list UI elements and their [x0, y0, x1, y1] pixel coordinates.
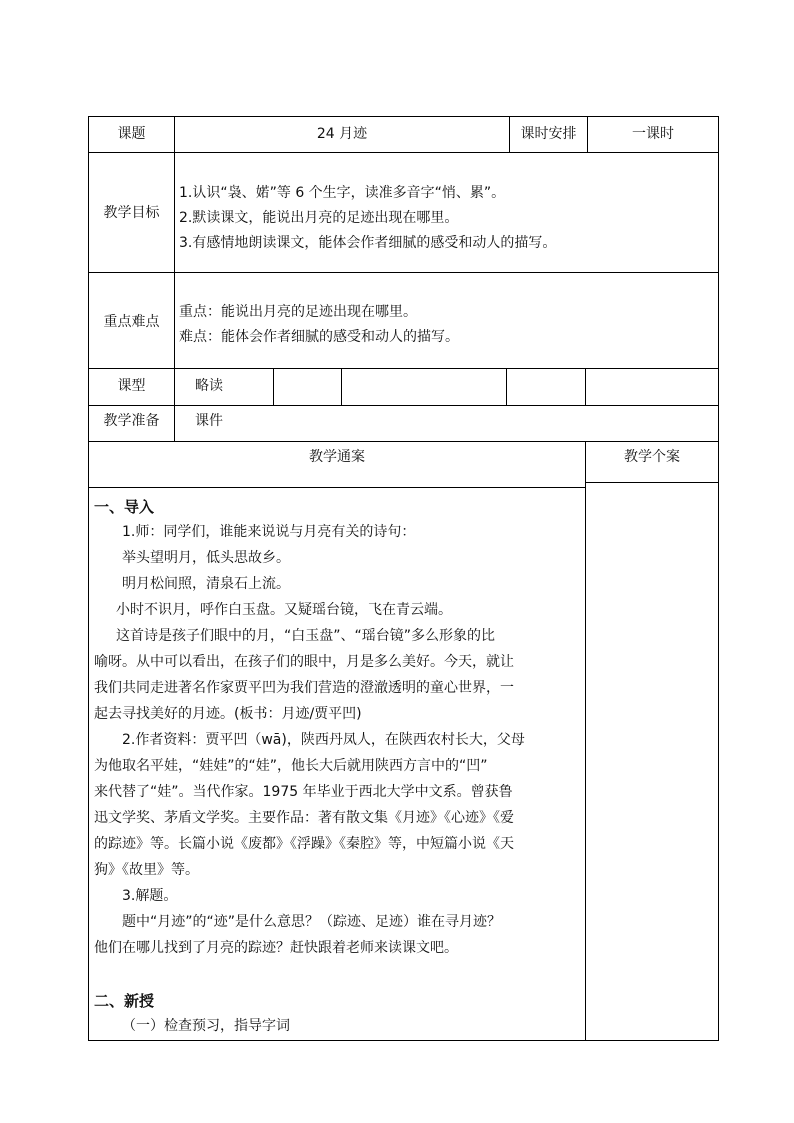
common-plan-header: 教学通案 [309, 449, 365, 465]
key-points-label: 重点难点 [103, 314, 160, 330]
poem-line: 举头望明月，低头思故乡。 [122, 550, 290, 566]
body-line: 1.师：同学们，谁能来说说与月亮有关的诗句： [122, 524, 416, 540]
section-body [94, 519, 580, 961]
body-line: 迅文学奖、茅盾文学奖。主要作品：著有散文集《月迹》《心迹》《爱 [94, 810, 514, 826]
body-line: 狗》《故里》等。 [94, 862, 199, 878]
topic-label: 课题 [117, 126, 146, 142]
schedule-label: 课时安排 [520, 126, 577, 142]
poem-line: 明月松间照，清泉石上流。 [122, 576, 290, 592]
schedule-value: 一课时 [632, 126, 674, 142]
goal-item: 2.默读课文，能说出月亮的足迹出现在哪里。 [179, 210, 459, 226]
lesson-type-value: 略读 [195, 378, 223, 394]
key-point-item: 难点：能体会作者细腻的感受和动人的描写。 [179, 329, 459, 345]
body-line: 来代替了“娃”。当代作家。1975 年毕业于西北大学中文系。曾获鲁 [94, 784, 513, 800]
section-heading: 一、导入 [94, 498, 155, 516]
preparation-value: 课件 [195, 413, 223, 429]
individual-plan-header: 教学个案 [624, 449, 680, 465]
body-line: 起去寻找美好的月迹。(板书：月迹/贾平凹) [94, 706, 362, 722]
preparation-label: 教学准备 [103, 413, 160, 429]
body-line: 题中“月迹”的“迹”是什么意思？（踪迹、足迹）谁在寻月迹？ [122, 914, 502, 930]
body-line: 他们在哪儿找到了月亮的踪迹？赶快跟着老师来读课文吧。 [94, 940, 458, 956]
topic-value: 24 月迹 [316, 126, 368, 142]
goal-item: 1.认识“袅、婼”等 6 个生字，读准多音字“悄、累”。 [179, 185, 506, 201]
section-heading: 二、新授 [94, 992, 155, 1010]
goals-label: 教学目标 [103, 205, 160, 221]
body-line: 2.作者资料：贾平凹（wā)，陕西丹凤人，在陕西农村长大，父母 [122, 732, 525, 748]
goal-item: 3.有感情地朗读课文，能体会作者细腻的感受和动人的描写。 [179, 235, 557, 251]
key-point-item: 重点：能说出月亮的足迹出现在哪里。 [179, 304, 417, 320]
body-line: 我们共同走进著名作家贾平凹为我们营造的澄澈透明的童心世界，一 [94, 680, 514, 696]
body-line: 为他取名平娃，“娃娃”的“娃”，他长大后就用陕西方言中的“凹” [94, 758, 488, 774]
body-line: 这首诗是孩子们眼中的月，“白玉盘”、“瑶台镜”多么形象的比 [116, 628, 496, 644]
poem-line: 小时不识月，呼作白玉盘。又疑瑶台镜，飞在青云端。 [116, 602, 452, 618]
body-line: 的踪迹》等。长篇小说《废都》《浮躁》《秦腔》等，中短篇小说《天 [94, 836, 514, 852]
body-line: 喻呀。从中可以看出，在孩子们的眼中，月是多么美好。今天，就让 [94, 654, 514, 670]
subsection-heading: （一）检查预习，指导字词 [122, 1018, 290, 1034]
lesson-type-label: 课型 [117, 378, 146, 394]
body-line: 3.解题。 [122, 888, 178, 904]
